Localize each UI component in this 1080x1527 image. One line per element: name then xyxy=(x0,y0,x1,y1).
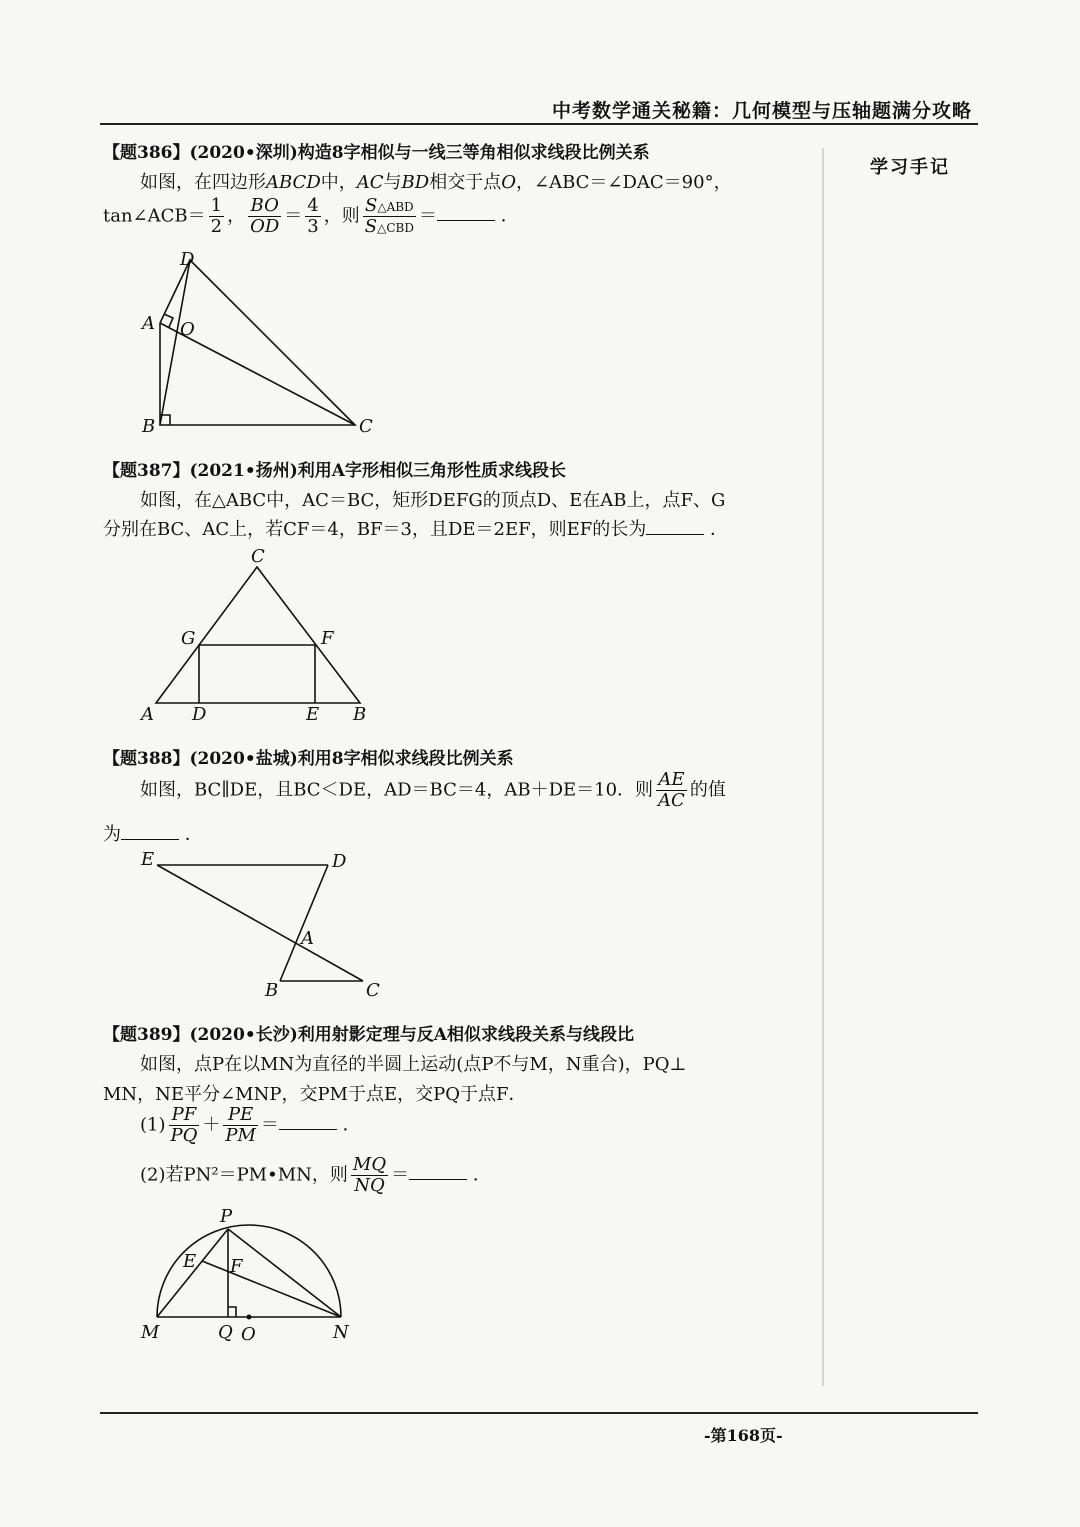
q389-label-o: O xyxy=(241,1324,256,1345)
q387-line1: 如图，在△ABC中，AC＝BC，矩形DEFG的顶点D、E在AB上，点F、G xyxy=(140,490,726,511)
q389-line1: 如图，点P在以MN为直径的半圆上运动(点P不与M，N重合)，PQ⊥ xyxy=(140,1054,687,1075)
q387-figure xyxy=(135,540,375,725)
q387-label-c: C xyxy=(251,546,265,567)
q387-title: 【题387】(2021•扬州)利用A字形相似三角形性质求线段长 xyxy=(103,461,566,481)
q389-part2: (2)若PN²＝PM•MN，则 $\frac{MQ}{NQ}$ ＝ ． xyxy=(140,1154,491,1196)
q389-label-e: E xyxy=(183,1251,197,1272)
q387-label-a: A xyxy=(141,704,154,725)
q389-part1: (1) $\frac{PF}{PQ}$ ＋ $\frac{PE}{PM}$ ＝ ． xyxy=(140,1104,361,1146)
q386-line1: 如图，在四边形ABCD中，AC与BD相交于点O，∠ABC＝∠DAC＝90°， xyxy=(140,172,732,193)
q388-segment-ec xyxy=(157,865,363,981)
q388-label-c: C xyxy=(366,980,380,1001)
q389-label-q: Q xyxy=(218,1322,233,1343)
q389-figure xyxy=(130,1200,370,1350)
q387-label-g: G xyxy=(181,628,196,649)
q389-label-m: M xyxy=(141,1322,160,1343)
header-rule xyxy=(100,123,978,125)
q389-segment-pn xyxy=(228,1229,341,1317)
q386-title: 【题386】(2020•深圳)构造8字相似与一线三等角相似求线段比例关系 xyxy=(103,143,650,163)
q388-label-e: E xyxy=(141,849,155,870)
q389-label-f: F xyxy=(230,1256,243,1277)
q389-title: 【题389】(2020•长沙)利用射影定理与反A相似求线段关系与线段比 xyxy=(103,1025,634,1045)
q386-figure xyxy=(130,245,390,440)
q389-center-dot xyxy=(247,1315,252,1320)
q387-answer-blank xyxy=(646,520,704,535)
footer-rule xyxy=(100,1412,978,1414)
q386-label-o: O xyxy=(180,319,195,340)
q389-right-angle-q xyxy=(228,1307,236,1317)
running-header-title: 中考数学通关秘籍：几何模型与压轴题满分攻略 xyxy=(551,100,972,122)
q386-label-b: B xyxy=(142,416,156,437)
q386-label-d: D xyxy=(180,249,195,270)
q388-label-b: B xyxy=(265,980,279,1001)
q388-line2: 为 ． xyxy=(103,824,203,845)
q387-label-b: B xyxy=(353,704,367,725)
q388-answer-blank xyxy=(121,825,179,840)
sidebar-title: 学习手记 xyxy=(870,157,950,178)
q388-segment-db xyxy=(280,865,328,981)
q388-title: 【题388】(2020•盐城)利用8字相似求线段比例关系 xyxy=(103,749,514,769)
q388-label-d: D xyxy=(332,851,347,872)
q386-answer-blank xyxy=(437,206,495,221)
q386-triangle-bdc xyxy=(160,260,355,425)
q389-label-n: N xyxy=(333,1322,349,1343)
q388-line1: 如图，BC∥DE，且BC＜DE，AD＝BC＝4，AB＋DE＝10．则 $\frac{AE}{AC}$ 的值 xyxy=(140,769,726,811)
q386-label-c: C xyxy=(359,416,373,437)
q387-label-e: E xyxy=(306,704,320,725)
q386-line2: tan∠ACB＝ $\frac{1}{2}$ ， $\frac{BO}{OD}$ ＝ $\frac{4}{3}$ ，则 $\frac{\text{S△ABD}}{\text{S△CBD}}$ ＝ ． xyxy=(103,195,519,237)
sidebar-divider xyxy=(822,148,824,1386)
page-number: -第168页- xyxy=(704,1426,783,1445)
q387-label-d: D xyxy=(192,704,207,725)
q389-segment-ne xyxy=(202,1261,341,1317)
q387-label-f: F xyxy=(321,628,334,649)
q389-answer-blank-2 xyxy=(409,1165,467,1180)
q389-label-p: P xyxy=(220,1206,233,1227)
q388-figure xyxy=(135,845,390,1005)
q388-label-a: A xyxy=(301,928,314,949)
q387-rectangle-defg xyxy=(199,645,315,703)
q387-line2: 分别在BC、AC上，若CF＝4，BF＝3，且DE＝2EF，则EF的长为 ． xyxy=(103,519,729,540)
q389-answer-blank-1 xyxy=(279,1115,337,1130)
q389-line2: MN，NE平分∠MNP，交PM于点E，交PQ于点F． xyxy=(103,1084,527,1105)
q386-label-a: A xyxy=(142,313,155,334)
